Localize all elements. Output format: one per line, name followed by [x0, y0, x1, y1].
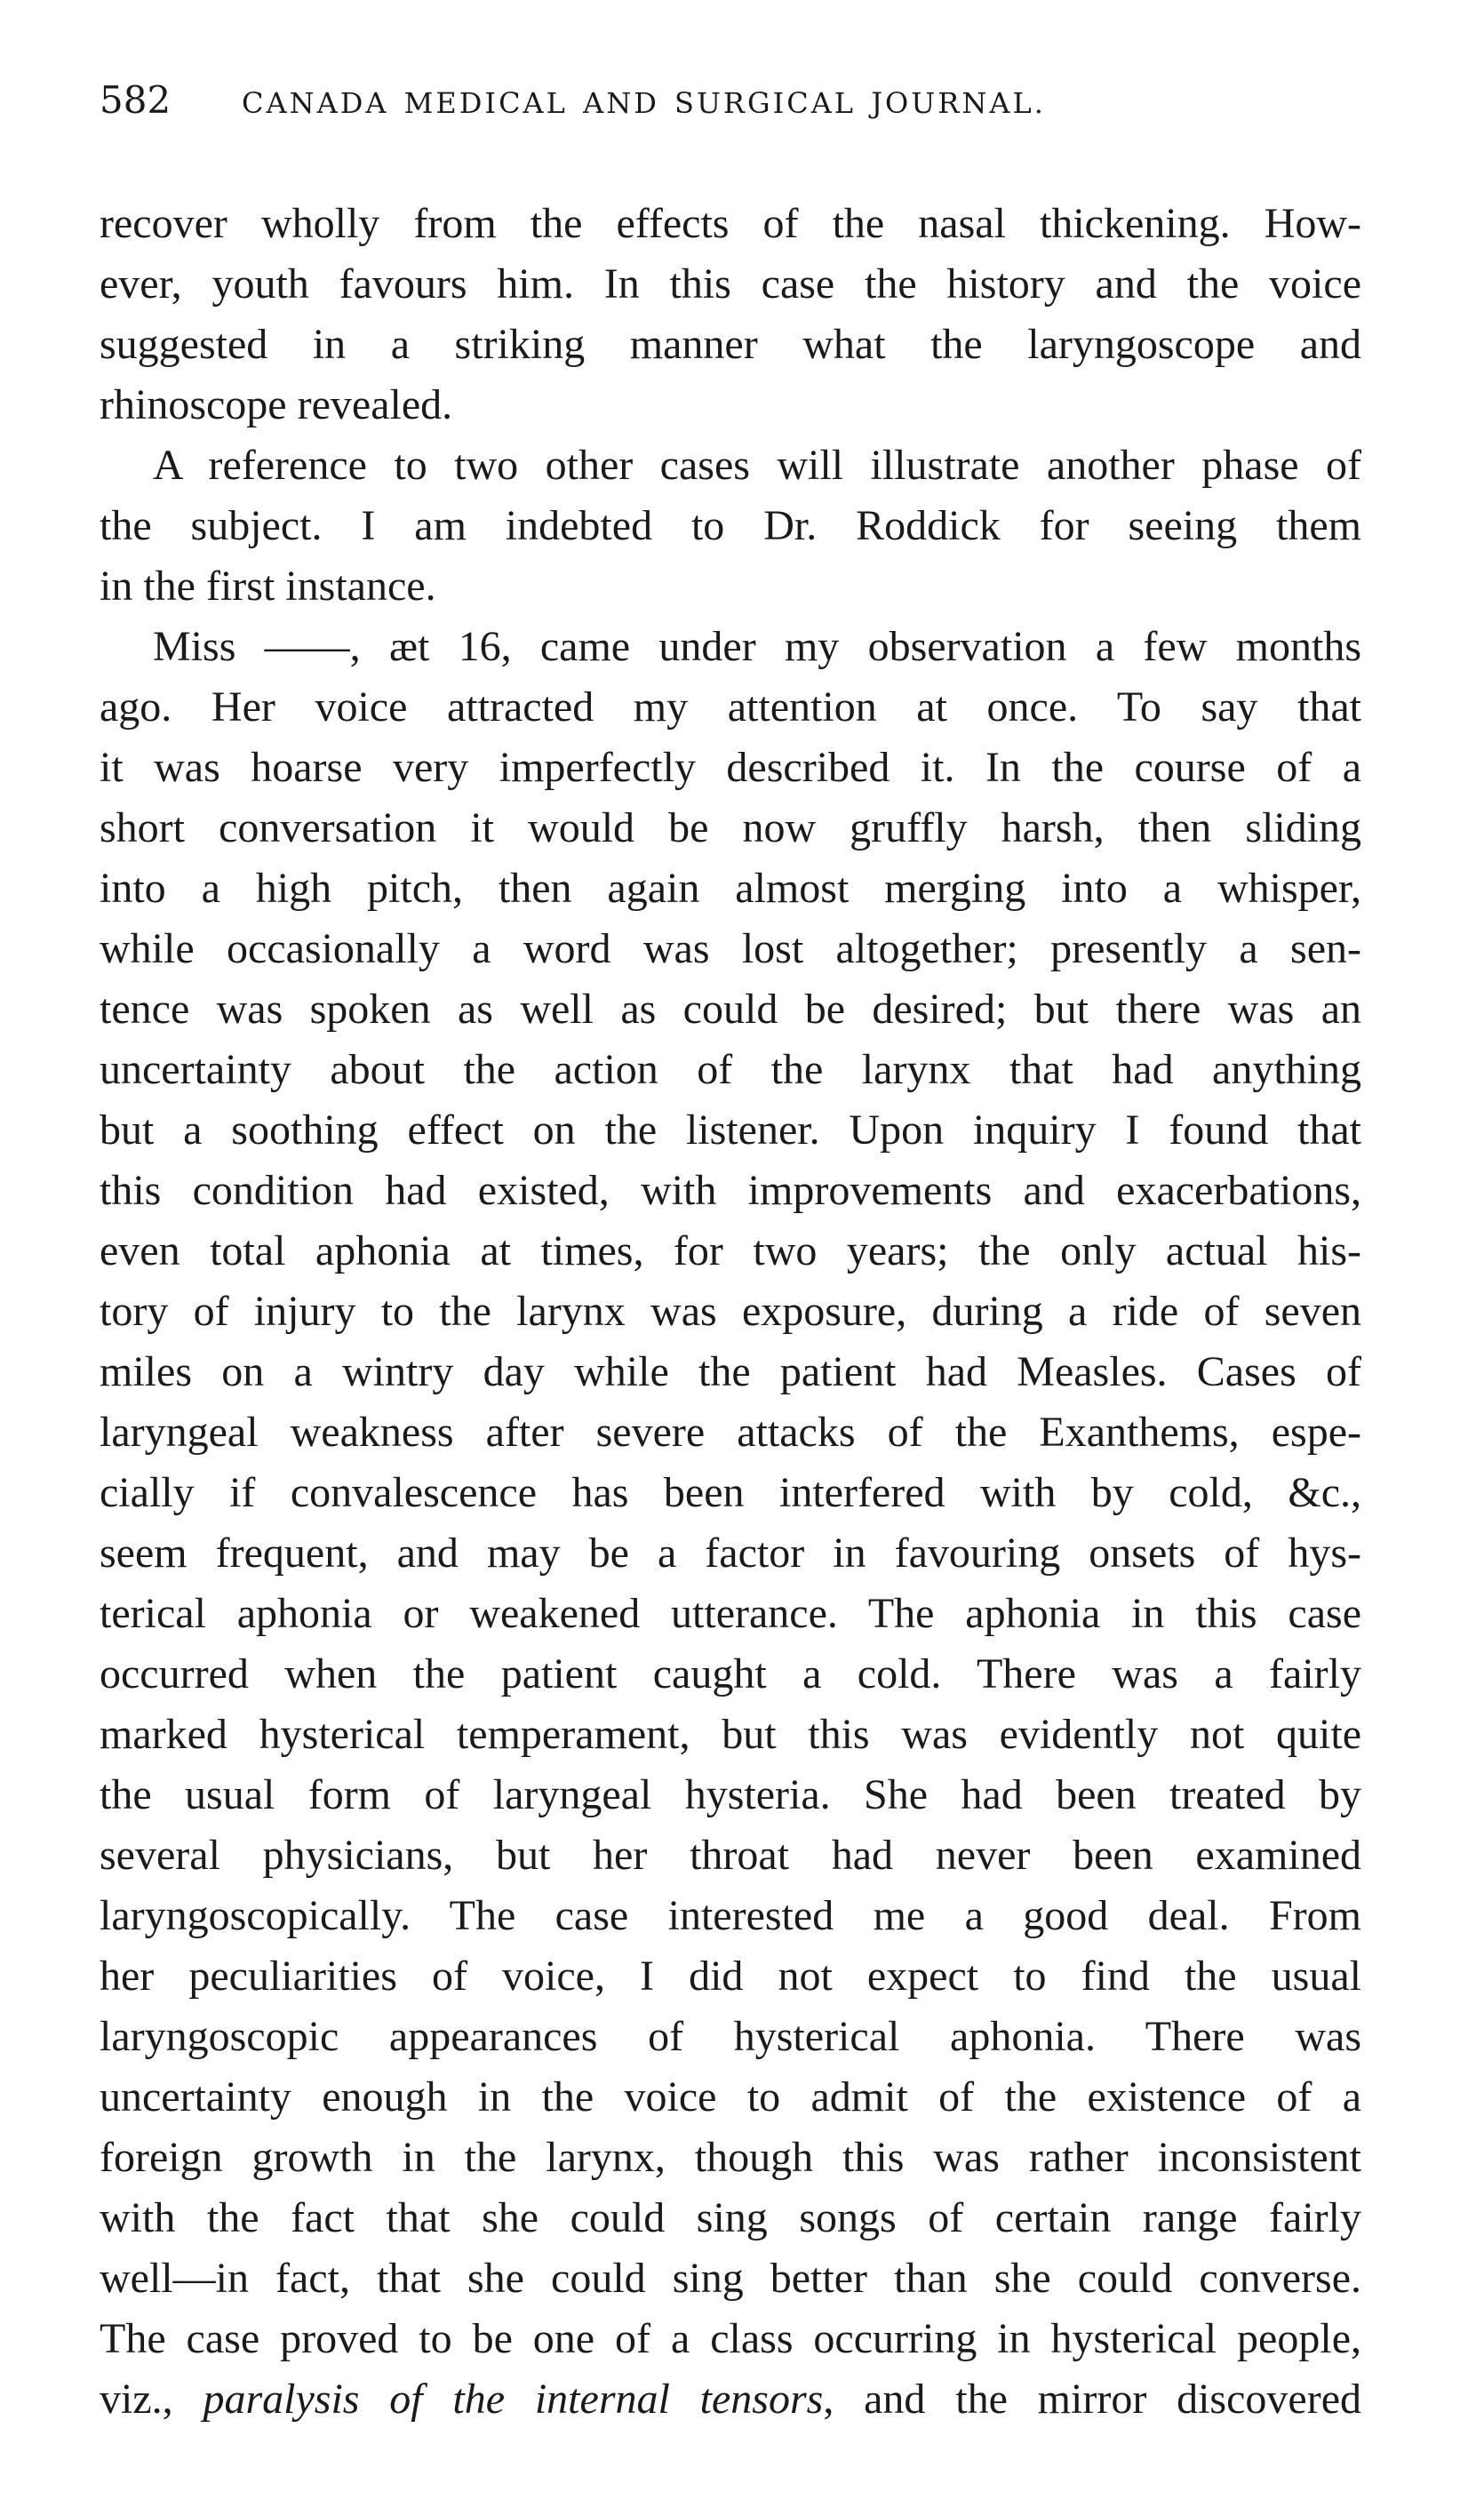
text-line: cially if convalescence has been interfered with by cold, &c., [100, 1469, 1361, 1516]
text-line: laryngeal weakness after severe attacks of the Exanthems, espe- [100, 1409, 1361, 1456]
text-line: rhinoscope revealed. [100, 381, 453, 428]
text-line: even total aphonia at times, for two years; the only actual his- [100, 1227, 1361, 1274]
text-line: in the first instance. [100, 563, 436, 610]
text-line: ago. Her voice attracted my attention at once. To say that [100, 683, 1361, 731]
italic-term: paralysis of the internal tensors [203, 2376, 824, 2423]
text-line: miles on a wintry day while the patient had Measles. Cases of [100, 1348, 1361, 1395]
text-line: suggested in a striking manner what the laryngoscope and [100, 321, 1361, 368]
text-line: laryngoscopically. The case interested me a good deal. From [100, 1892, 1361, 1939]
text-line: foreign growth in the larynx, though this was rather inconsistent [100, 2134, 1361, 2181]
final-line-lead: viz., [100, 2376, 203, 2423]
text-line: the subject. I am indebted to Dr. Roddick for seeing them [100, 502, 1361, 549]
text-line: the usual form of laryngeal hysteria. She had been treated by [100, 1771, 1361, 1818]
text-line: laryngoscopic appearances of hysterical aphonia. There was [100, 2013, 1361, 2060]
text-line: while occasionally a word was lost altogether; presently a sen- [100, 925, 1361, 972]
text-line: her peculiarities of voice, I did not expect to find the usual [100, 1953, 1361, 2000]
text-line: A reference to two other cases will illustrate another phase of [153, 442, 1361, 489]
journal-page [100, 78, 1361, 2430]
text-line: marked hysterical temperament, but this was evidently not quite [100, 1711, 1361, 1758]
final-line-tail: , and the mirror discovered [823, 2376, 1361, 2423]
text-line: uncertainty enough in the voice to admit of the existence of a [100, 2073, 1361, 2121]
paragraph-2 [100, 435, 1361, 617]
text-line: uncertainty about the action of the larynx that had anything [100, 1046, 1361, 1093]
text-line-final [100, 2369, 1361, 2430]
text-line: terical aphonia or weakened utterance. The aphonia in this case [100, 1590, 1361, 1637]
text-line: it was hoarse very imperfectly described it. In the course of a [100, 744, 1361, 791]
page-header [100, 78, 1361, 132]
text-line: short conversation it would be now gruffly harsh, then sliding [100, 804, 1361, 851]
text-line: several physicians, but her throat had never been examined [100, 1832, 1361, 1879]
text-line: but a soothing effect on the listener. Upon inquiry I found that [100, 1106, 1361, 1154]
paragraph-1 [100, 194, 1361, 435]
text-line: seem frequent, and may be a factor in favouring onsets of hys- [100, 1530, 1361, 1577]
text-line: well—in fact, that she could sing better than she could converse. [100, 2255, 1361, 2302]
text-line: this condition had existed, with improvements and exacerbations, [100, 1167, 1361, 1214]
paragraph-3 [100, 617, 1361, 2430]
text-line: tence was spoken as well as could be desired; but there was an [100, 986, 1361, 1033]
running-title: CANADA MEDICAL AND SURGICAL JOURNAL. [242, 86, 1046, 120]
body-text [100, 194, 1361, 2430]
text-line: tory of injury to the larynx was exposure, during a ride of seven [100, 1288, 1361, 1335]
text-line: recover wholly from the effects of the nasal thickening. How- [100, 200, 1361, 247]
text-line: occurred when the patient caught a cold. There was a fairly [100, 1650, 1361, 1697]
text-line: The case proved to be one of a class occurring in hysterical people, [100, 2315, 1361, 2362]
text-line: Miss ——, æt 16, came under my observation a few months [153, 623, 1361, 670]
text-line: into a high pitch, then again almost merging into a whisper, [100, 865, 1361, 912]
text-line: ever, youth favours him. In this case the history and the voice [100, 260, 1361, 308]
text-line: with the fact that she could sing songs of certain range fairly [100, 2194, 1361, 2241]
page-number: 582 [100, 78, 172, 122]
